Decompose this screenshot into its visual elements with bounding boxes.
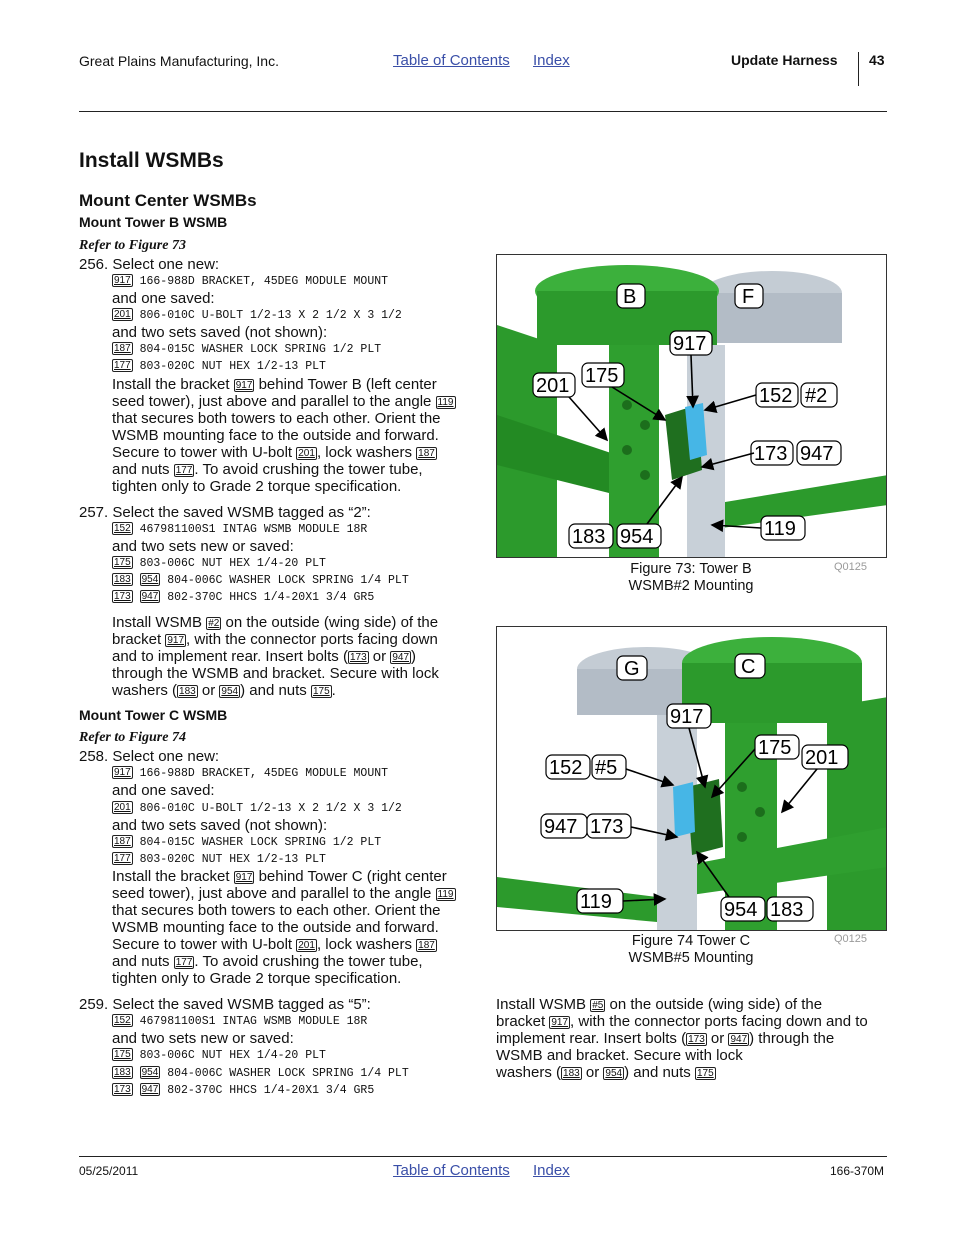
page-number: 43 [869, 52, 885, 68]
callout-173: 173 [590, 816, 624, 838]
tag-917[interactable]: 917 [114, 275, 131, 286]
callout-5: #5 [595, 757, 618, 779]
part-line [112, 1013, 367, 1030]
figure-74-image [496, 626, 887, 931]
tag-173[interactable]: 173 [688, 1034, 705, 1045]
part-line [112, 800, 402, 817]
tag-2[interactable]: #2 [208, 618, 220, 629]
figure-74-code: Q0125 [834, 933, 868, 945]
tag-917[interactable]: 917 [235, 380, 253, 391]
part-desc: 804-015C WASHER LOCK SPRING 1/2 PLT [139, 343, 382, 356]
callout-917: 917 [670, 706, 704, 728]
callout-119: 119 [764, 518, 796, 540]
part-desc: 467981100S1 INTAG WSMB MODULE 18R [139, 523, 368, 536]
callout-201: 201 [805, 747, 839, 769]
part-desc: 806-010C U-BOLT 1/2-13 X 2 1/2 X 3 1/2 [139, 802, 402, 815]
tag-175[interactable]: 175 [114, 557, 131, 568]
tag-173[interactable]: 173 [114, 1084, 131, 1095]
tower-b-instruction-2: Install WSMB #2 on the outside (wing side) of the bracket 917 , with the connector ports facing down and to implement rear. Insert bolts ( 173 or 947 ) through the WSMB and bracket. Secure with lock washers ( 183 or 954 ) and nuts 175 . [112, 614, 439, 699]
part-line [112, 273, 388, 290]
part-line [112, 1047, 326, 1064]
part-line [112, 555, 326, 572]
callout-b: B [623, 286, 637, 308]
part-desc: 802-370C HHCS 1/4-20X1 3/4 GR5 [167, 591, 375, 604]
tower-c-figure-ref: Refer to Figure 74 [79, 730, 186, 745]
tag-917[interactable]: 917 [235, 872, 253, 883]
footer-doc-number: 166-370M [830, 1164, 885, 1178]
callout-947: 947 [800, 443, 834, 465]
callout-183: 183 [572, 526, 606, 548]
part-line [112, 358, 326, 375]
tag-954[interactable]: 954 [141, 1067, 159, 1078]
company-name: Great Plains Manufacturing, Inc. [79, 53, 279, 69]
tower-c-heading: Mount Tower C WSMB [79, 707, 228, 723]
figure-73-image [496, 254, 887, 558]
part-desc: 804-006C WASHER LOCK SPRING 1/4 PLT [167, 574, 409, 587]
page-title: Install WSMBs [79, 149, 224, 172]
section-title: Update Harness [731, 52, 838, 68]
callout-201: 201 [536, 375, 570, 397]
tag-954[interactable]: 954 [221, 686, 239, 697]
two-sets-new-text: and two sets new or saved: [112, 538, 294, 555]
header-index-link[interactable]: Index [533, 52, 570, 69]
tag-177[interactable]: 177 [175, 957, 193, 968]
tag-177[interactable]: 177 [114, 853, 131, 864]
part-desc: 803-020C NUT HEX 1/2-13 PLT [139, 360, 326, 373]
header-rule [79, 111, 887, 112]
tag-917[interactable]: 917 [551, 1017, 569, 1028]
callout-175: 175 [585, 365, 619, 387]
tag-152[interactable]: 152 [114, 1015, 131, 1026]
part-line [112, 834, 381, 851]
tag-183[interactable]: 183 [114, 1067, 131, 1078]
header-toc-link[interactable]: Table of Contents [393, 52, 510, 69]
tag-5[interactable]: #5 [592, 1000, 604, 1011]
figure-73-caption: Figure 73: Tower B WSMB#2 Mounting [628, 561, 754, 594]
header-divider [858, 52, 859, 86]
tag-947[interactable]: 947 [141, 1084, 159, 1095]
tower-b-instruction-1: Install the bracket 917 behind Tower B (left center seed tower), just above and parallel to the angle 119 that secures both towers to each other. Orient the WSMB mounting face to the outside and forward. Secure to tower with U-bolt 201 , lock washers 187 and nuts 177 . To avoid crushing the tower tube, tighten only to Grade 2 torque specification. [112, 376, 454, 495]
section-heading: Mount Center WSMBs [79, 191, 257, 210]
footer-date: 05/25/2011 [79, 1164, 139, 1178]
tag-947[interactable]: 947 [730, 1034, 748, 1045]
tower-b-figure-ref: Refer to Figure 73 [79, 238, 186, 253]
tag-201[interactable]: 201 [114, 802, 131, 813]
tag-119[interactable]: 119 [437, 397, 454, 408]
two-sets-saved-text: and two sets saved (not shown): [112, 817, 328, 834]
tag-175[interactable]: 175 [312, 686, 330, 697]
tower-b-heading: Mount Tower B WSMB [79, 214, 228, 230]
callout-f: F [742, 286, 755, 308]
tag-183[interactable]: 183 [179, 686, 196, 697]
callout-c: C [741, 656, 756, 678]
part-desc: 803-006C NUT HEX 1/4-20 PLT [139, 557, 326, 570]
footer-index-link[interactable]: Index [533, 1162, 570, 1179]
two-sets-new-text: and two sets new or saved: [112, 1030, 294, 1047]
tower-c-instruction-2: Install WSMB #5 on the outside (wing side) of the bracket 917 , with the connector ports facing down and to implement rear. Insert bolts ( 173 or 947 ) through the WSMB and bracket. Secure with lock washers ( 183 or 954 ) and nuts 175 [496, 996, 868, 1081]
callout-954: 954 [620, 526, 654, 548]
part-line [112, 572, 409, 589]
tag-175[interactable]: 175 [696, 1068, 714, 1079]
callout-2: #2 [805, 385, 828, 407]
part-line [112, 589, 374, 606]
tag-954[interactable]: 954 [605, 1068, 623, 1079]
tag-954[interactable]: 954 [141, 574, 159, 585]
callout-152: 152 [549, 757, 583, 779]
tag-119[interactable]: 119 [437, 889, 454, 900]
callout-175: 175 [758, 737, 792, 759]
part-line [112, 851, 326, 868]
tag-947[interactable]: 947 [392, 652, 410, 663]
callout-954: 954 [724, 899, 758, 921]
tag-173[interactable]: 173 [349, 652, 367, 663]
part-desc: 802-370C HHCS 1/4-20X1 3/4 GR5 [167, 1084, 375, 1097]
part-line [112, 1065, 409, 1082]
callout-173: 173 [754, 443, 788, 465]
tag-183[interactable]: 183 [563, 1068, 580, 1079]
part-desc: 467981100S1 INTAG WSMB MODULE 18R [139, 1015, 368, 1028]
callout-947: 947 [544, 816, 578, 838]
tag-187[interactable]: 187 [114, 836, 131, 847]
part-desc: 804-015C WASHER LOCK SPRING 1/2 PLT [139, 836, 382, 849]
part-line [112, 1082, 374, 1099]
part-line [112, 521, 367, 538]
tag-173[interactable]: 173 [114, 591, 131, 602]
footer-rule [79, 1156, 887, 1157]
part-desc: 166-988D BRACKET, 45DEG MODULE MOUNT [139, 767, 389, 780]
step-259: 259. Select the saved WSMB tagged as “5”: [79, 996, 371, 1013]
tower-b-illustration [497, 255, 887, 558]
tag-917[interactable]: 917 [167, 635, 185, 646]
part-line [112, 307, 402, 324]
tag-187[interactable]: 187 [114, 343, 131, 354]
tower-c-illustration [497, 627, 887, 931]
tag-187[interactable]: 187 [418, 940, 435, 951]
callout-152: 152 [759, 385, 793, 407]
footer-toc-link[interactable]: Table of Contents [393, 1162, 510, 1179]
callout-917: 917 [673, 333, 707, 355]
tag-183[interactable]: 183 [114, 574, 131, 585]
part-line [112, 765, 388, 782]
part-desc: 166-988D BRACKET, 45DEG MODULE MOUNT [139, 275, 389, 288]
tag-187[interactable]: 187 [418, 448, 435, 459]
tag-947[interactable]: 947 [141, 591, 159, 602]
figure-73-code: Q0125 [834, 561, 868, 573]
tower-c-instruction-1: Install the bracket 917 behind Tower C (right center seed tower), just above and parallel to the angle 119 that secures both towers to each other. Orient the WSMB mounting face to the outside and forward. Secure to tower with U-bolt 201 , lock washers 187 and nuts 177 . To avoid crushing the tower tube, tighten only to Grade 2 torque specification. [112, 868, 454, 987]
tag-152[interactable]: 152 [114, 523, 131, 534]
tag-177[interactable]: 177 [175, 465, 193, 476]
two-sets-saved-text: and two sets saved (not shown): [112, 324, 328, 341]
step-258: 258. Select one new: [79, 748, 220, 765]
step-256: 256. Select one new: [79, 256, 220, 273]
callout-119: 119 [580, 891, 612, 913]
tag-175[interactable]: 175 [114, 1049, 131, 1060]
step-257: 257. Select the saved WSMB tagged as “2”: [79, 504, 371, 521]
tag-201[interactable]: 201 [114, 309, 131, 320]
part-desc: 804-006C WASHER LOCK SPRING 1/4 PLT [167, 1067, 409, 1080]
tag-917[interactable]: 917 [114, 767, 131, 778]
part-desc: 803-020C NUT HEX 1/2-13 PLT [139, 853, 326, 866]
part-line [112, 341, 381, 358]
figure-74-caption: Figure 74 Tower C WSMB#5 Mounting [628, 933, 754, 966]
callout-183: 183 [770, 899, 804, 921]
one-saved-text: and one saved: [112, 290, 215, 307]
tag-201[interactable]: 201 [298, 940, 315, 951]
callout-g: G [624, 658, 640, 680]
one-saved-text: and one saved: [112, 782, 215, 799]
tag-177[interactable]: 177 [114, 360, 131, 371]
tag-201[interactable]: 201 [298, 448, 315, 459]
part-desc: 806-010C U-BOLT 1/2-13 X 2 1/2 X 3 1/2 [139, 309, 402, 322]
part-desc: 803-006C NUT HEX 1/4-20 PLT [139, 1049, 326, 1062]
